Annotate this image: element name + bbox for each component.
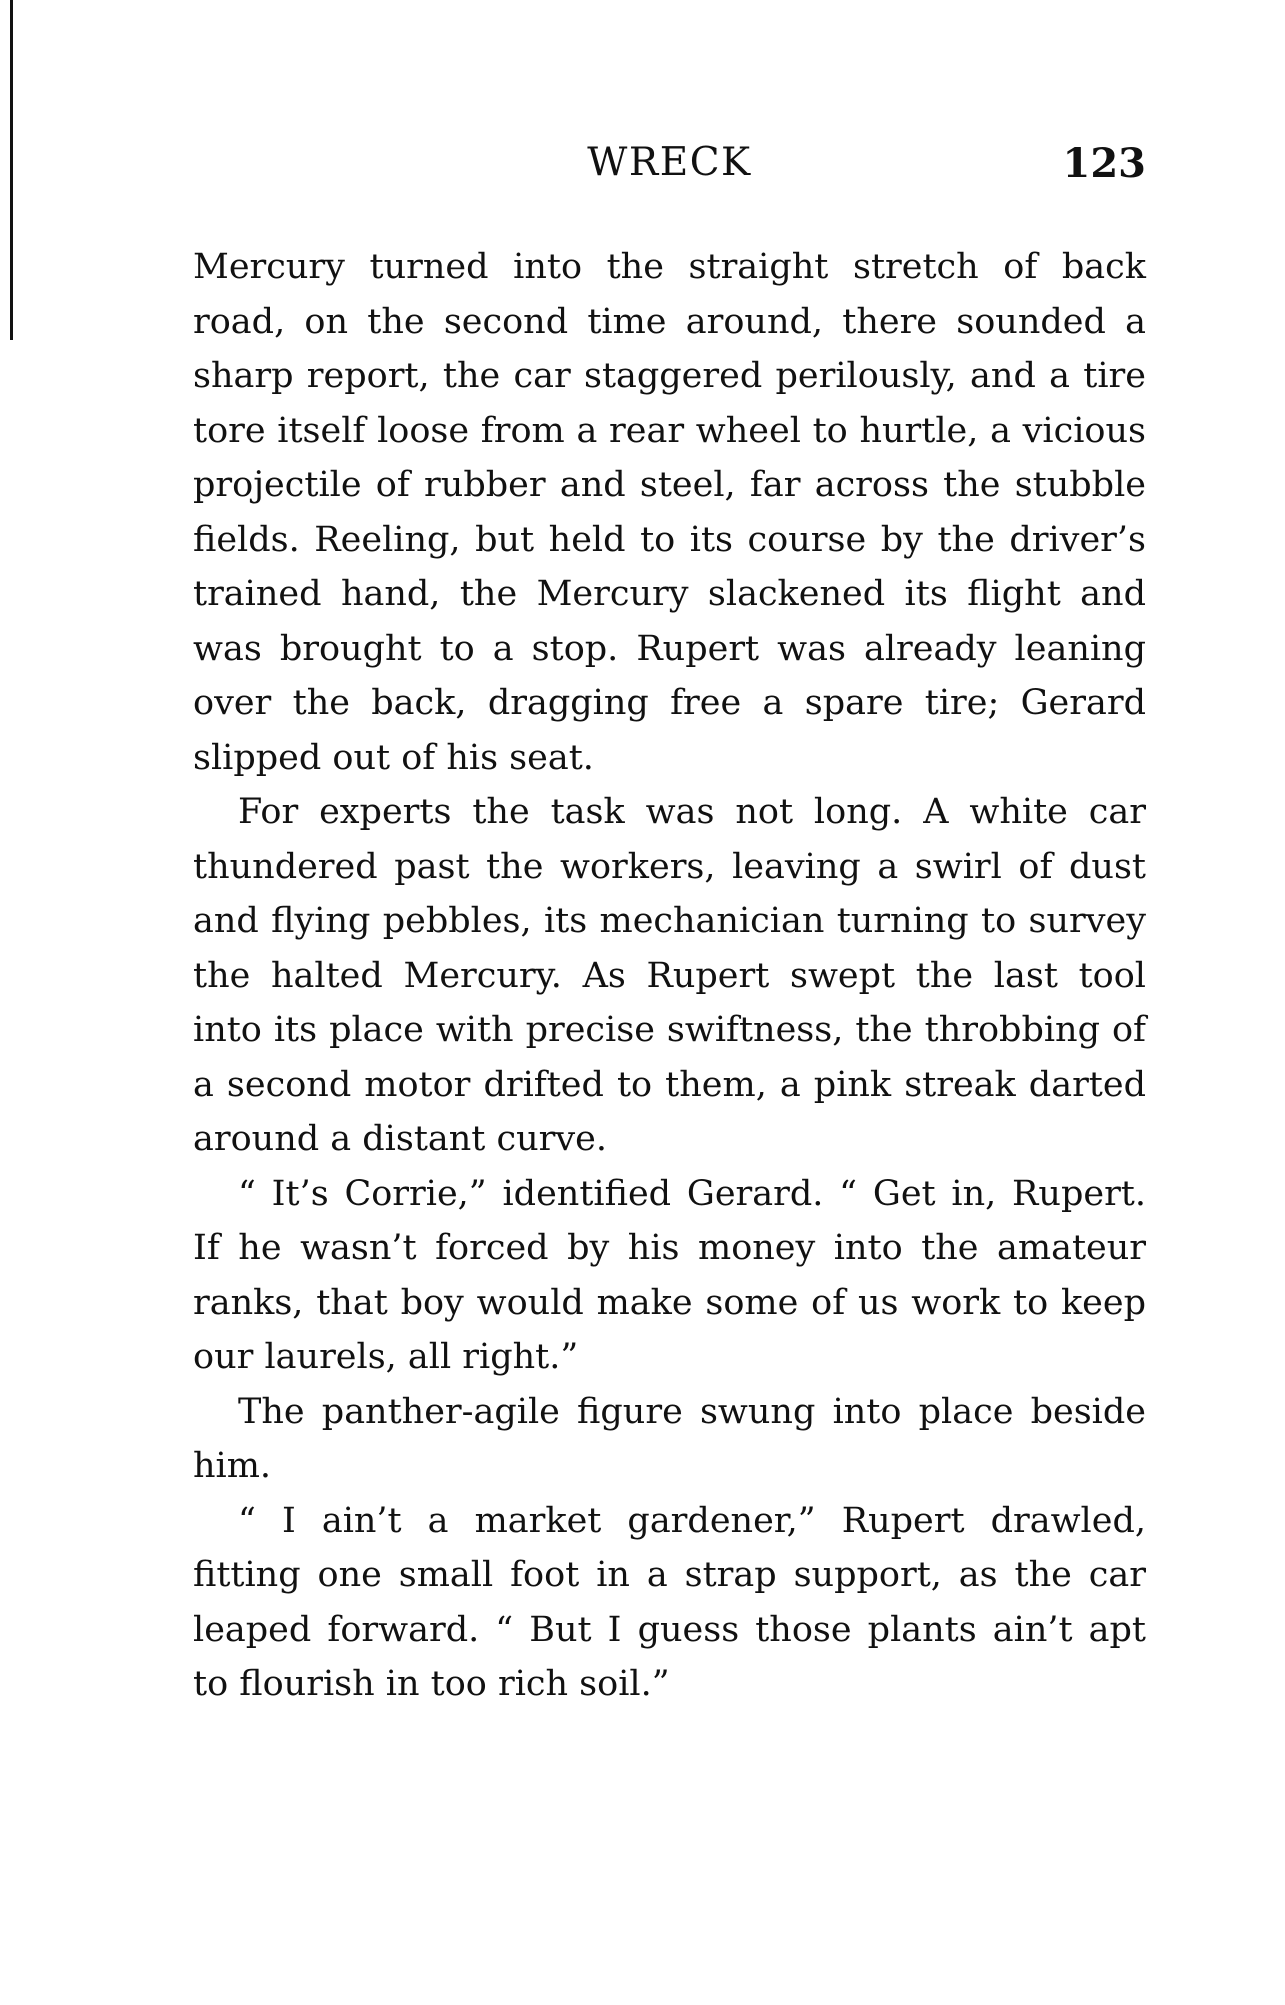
body-text: [193, 240, 1146, 1712]
page-spine-edge: [10, 0, 13, 340]
chapter-title: WRECK: [587, 140, 752, 185]
page-number: 123: [1062, 140, 1146, 187]
paragraph-4: The panther-agile figure swung into place beside him.: [193, 1391, 1146, 1486]
running-head: [193, 140, 1146, 200]
paragraph-3: “ It’s Corrie,” identified Gerard. “ Get in, Rupert. If he wasn’t forced by his money into the amateur ranks, that boy would make some of us work to keep our laurels, all right.”: [193, 1173, 1146, 1377]
paragraph-5: “ I ain’t a market gardener,” Rupert drawled, fitting one small foot in a strap support, as the car leaped forward. “ But I guess those plants ain’t apt to flourish in too rich soil.”: [193, 1500, 1146, 1704]
paragraph-1: Mercury turned into the straight stretch of back road, on the second time around, there sounded a sharp report, the car staggered perilously, and a tire tore itself loose from a rear wheel to hurtle, a vicious projectile of rubber and steel, far across the stubble fields. Reeling, but held to its course by the driver’s trained hand, the Mercury slackened its flight and was brought to a stop. Rupert was already leaning over the back, dragging free a spare tire; Gerard slipped out of his seat.: [193, 247, 1146, 778]
paragraph-2: For experts the task was not long. A white car thundered past the workers, leaving a swirl of dust and flying pebbles, its mechanician turning to survey the halted Mercury. As Rupert swept the last tool into its place with precise swiftness, the throbbing of a second motor drifted to them, a pink streak darted around a distant curve.: [193, 792, 1146, 1159]
